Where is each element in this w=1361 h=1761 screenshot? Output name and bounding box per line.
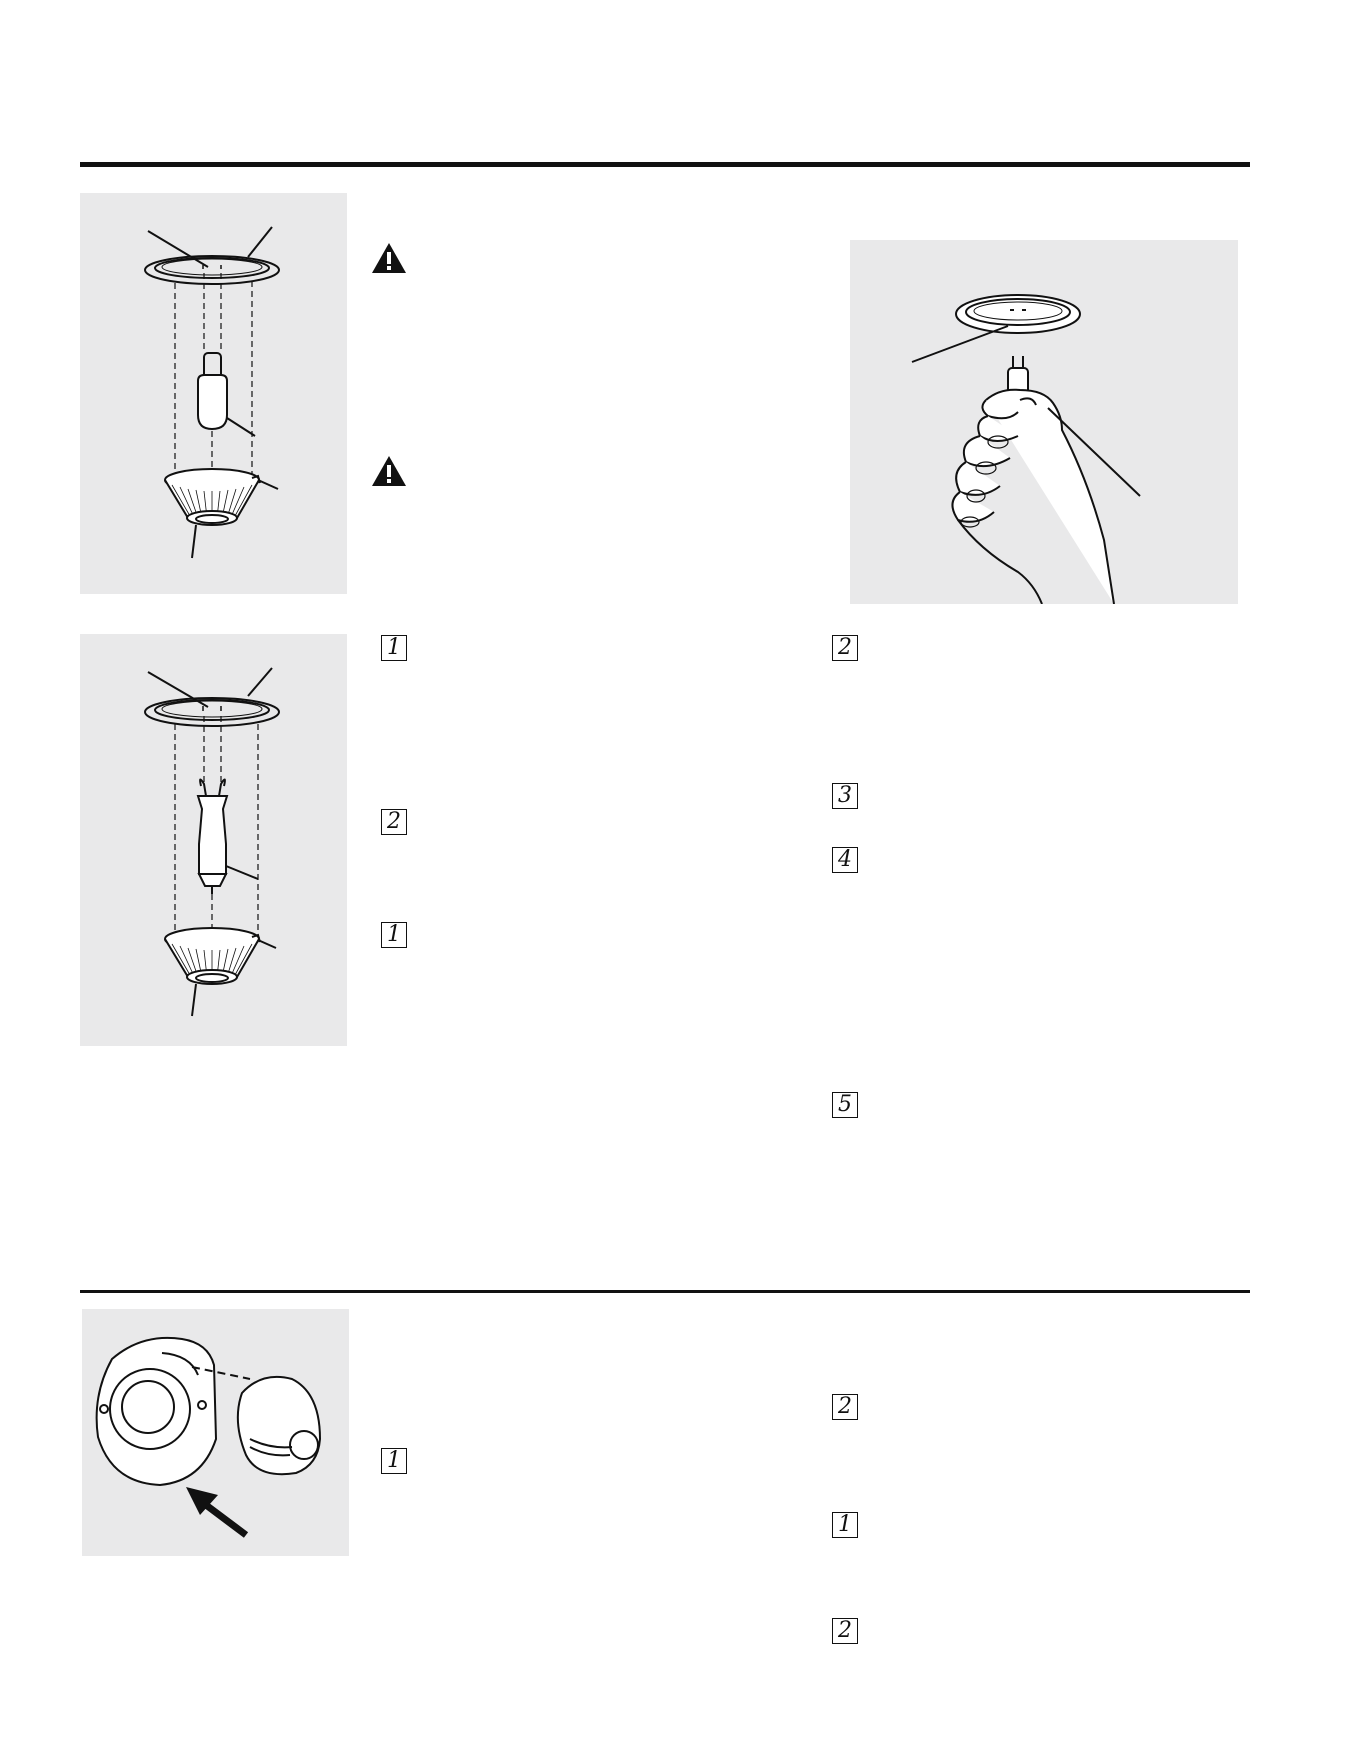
step-number-box: 1	[832, 1512, 858, 1538]
step-number-box: 2	[832, 1394, 858, 1420]
arrow-icon	[186, 1487, 246, 1535]
fixture-diagram-2	[80, 634, 347, 1046]
step-number-box: 2	[832, 635, 858, 661]
step-number-box: 1	[381, 922, 407, 948]
step-number-box: 3	[832, 783, 858, 809]
figure-cover-removal	[82, 1309, 349, 1556]
figure-fixture-exploded-1	[80, 193, 347, 594]
figure-fixture-exploded-2	[80, 634, 347, 1046]
section-rule-top	[80, 162, 1250, 167]
figure-bulb-install-hand	[850, 240, 1238, 604]
warning-triangle-icon	[371, 455, 407, 487]
warning-triangle-icon	[371, 242, 407, 274]
step-number-box: 4	[832, 847, 858, 873]
step-number-box: 2	[832, 1618, 858, 1644]
step-number-box: 2	[381, 809, 407, 835]
cover-diagram	[82, 1309, 349, 1556]
fixture-diagram	[80, 193, 347, 594]
step-number-box: 5	[832, 1092, 858, 1118]
step-number-box: 1	[381, 1448, 407, 1474]
hand-diagram	[850, 240, 1238, 604]
step-number-box: 1	[381, 635, 407, 661]
section-rule-bottom	[80, 1290, 1250, 1293]
